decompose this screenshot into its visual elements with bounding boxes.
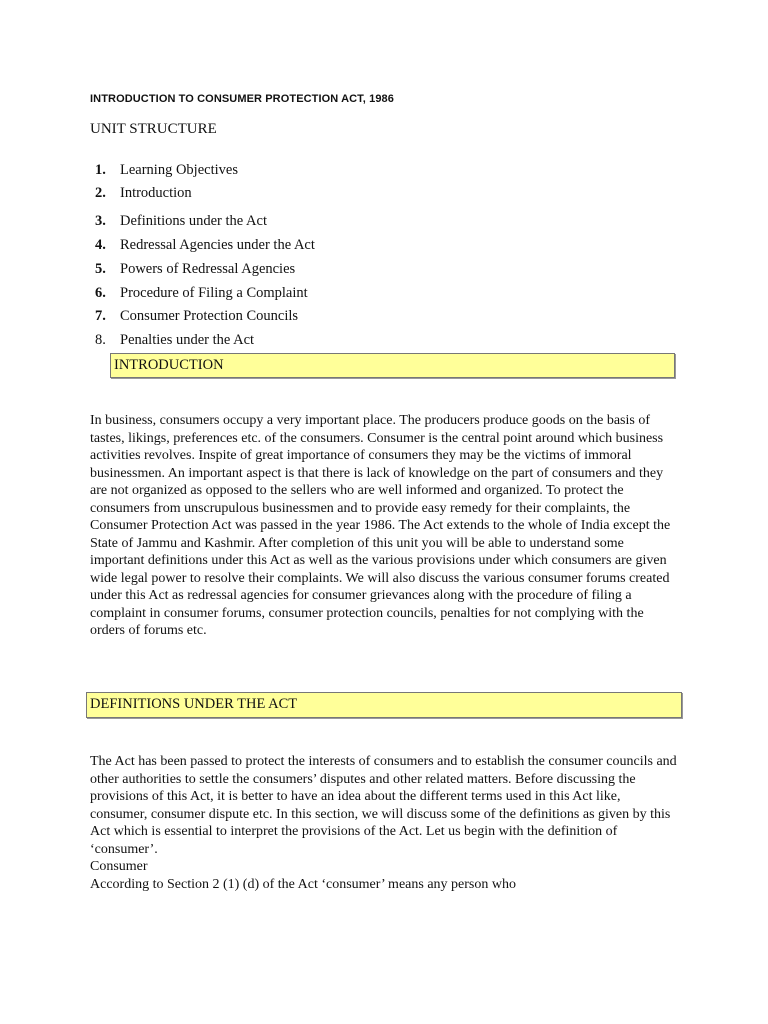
- toc-item: [95, 211, 267, 231]
- definitions-paragraph: [90, 753, 680, 893]
- toc-label: Procedure of Filing a Complaint: [120, 285, 308, 301]
- toc-item: [95, 330, 254, 350]
- toc-label: Learning Objectives: [120, 162, 238, 178]
- toc-number: 3.: [95, 213, 106, 229]
- introduction-heading: INTRODUCTION: [114, 357, 224, 373]
- toc-label: Penalties under the Act: [120, 332, 255, 348]
- consumer-subheading: Consumer: [90, 859, 148, 874]
- toc-item: [95, 183, 192, 203]
- toc-number: 6.: [95, 285, 106, 301]
- definitions-heading-box: [86, 692, 682, 718]
- toc-label: Consumer Protection Councils: [120, 308, 299, 324]
- toc-item: [95, 259, 295, 279]
- definitions-text: The Act has been passed to protect the interests of consumers and to establish the consumer councils and other authorities to settle the consumers’ disputes and other related matters. Before discussing the provisions of this Act, it is better to have an idea about the different terms used in this Act like, consumer, consumer dispute etc. In this section, we will discuss some of the definitions as given by this Act which is essential to interpret the provisions of the Act. Let us begin with the definition of ‘consumer’.: [90, 754, 677, 857]
- toc-number: 5.: [95, 261, 106, 277]
- toc-item: [95, 306, 298, 326]
- toc-label: Definitions under the Act: [120, 213, 267, 229]
- document-title: INTRODUCTION TO CONSUMER PROTECTION ACT, 1986: [90, 93, 394, 105]
- consumer-definition-text: According to Section 2 (1) (d) of the Act ‘consumer’ means any person who: [90, 876, 516, 892]
- toc-label: Powers of Redressal Agencies: [120, 261, 296, 277]
- unit-structure-heading: UNIT STRUCTURE: [90, 121, 217, 137]
- toc-number: 2.: [95, 185, 106, 201]
- definitions-heading: DEFINITIONS UNDER THE ACT: [90, 696, 298, 712]
- toc-number: 8.: [95, 332, 106, 348]
- toc-number: 4.: [95, 237, 106, 253]
- toc-item: [95, 160, 238, 180]
- introduction-paragraph: [90, 412, 680, 640]
- toc-label: Introduction: [120, 185, 192, 201]
- toc-number: 7.: [95, 308, 106, 324]
- toc-number: 1.: [95, 162, 106, 178]
- toc-label: Redressal Agencies under the Act: [120, 237, 315, 253]
- toc-item: [95, 235, 315, 255]
- introduction-text: In business, consumers occupy a very important place. The producers produce goods on the basis of tastes, likings, preferences etc. of the consumers. Consumer is the central point around which business activities revolves. Inspite of great importance of consumers they may be the victims of immoral businessmen. An important aspect is that there is lack of knowledge on the part of consumers and they are not organized as opposed to the sellers who are well informed and organized. To protect the consumers from unscrupulous businessmen and to provide easy remedy for their complaints, the Consumer Protection Act was passed in the year 1986. The Act extends to the whole of India except the State of Jammu and Kashmir. After completion of this unit you will be able to understand some important definitions under this Act as well as the various provisions under which consumers are given wide legal power to resolve their complaints. We will also discuss the various consumer forums created under this Act as redressal agencies for consumer grievances along with the procedure of filing a complaint in consumer forums, consumer protection councils, penalties for not complying with the orders of forums etc.: [90, 413, 671, 638]
- introduction-heading-box: [110, 353, 675, 378]
- toc-item: [95, 283, 308, 303]
